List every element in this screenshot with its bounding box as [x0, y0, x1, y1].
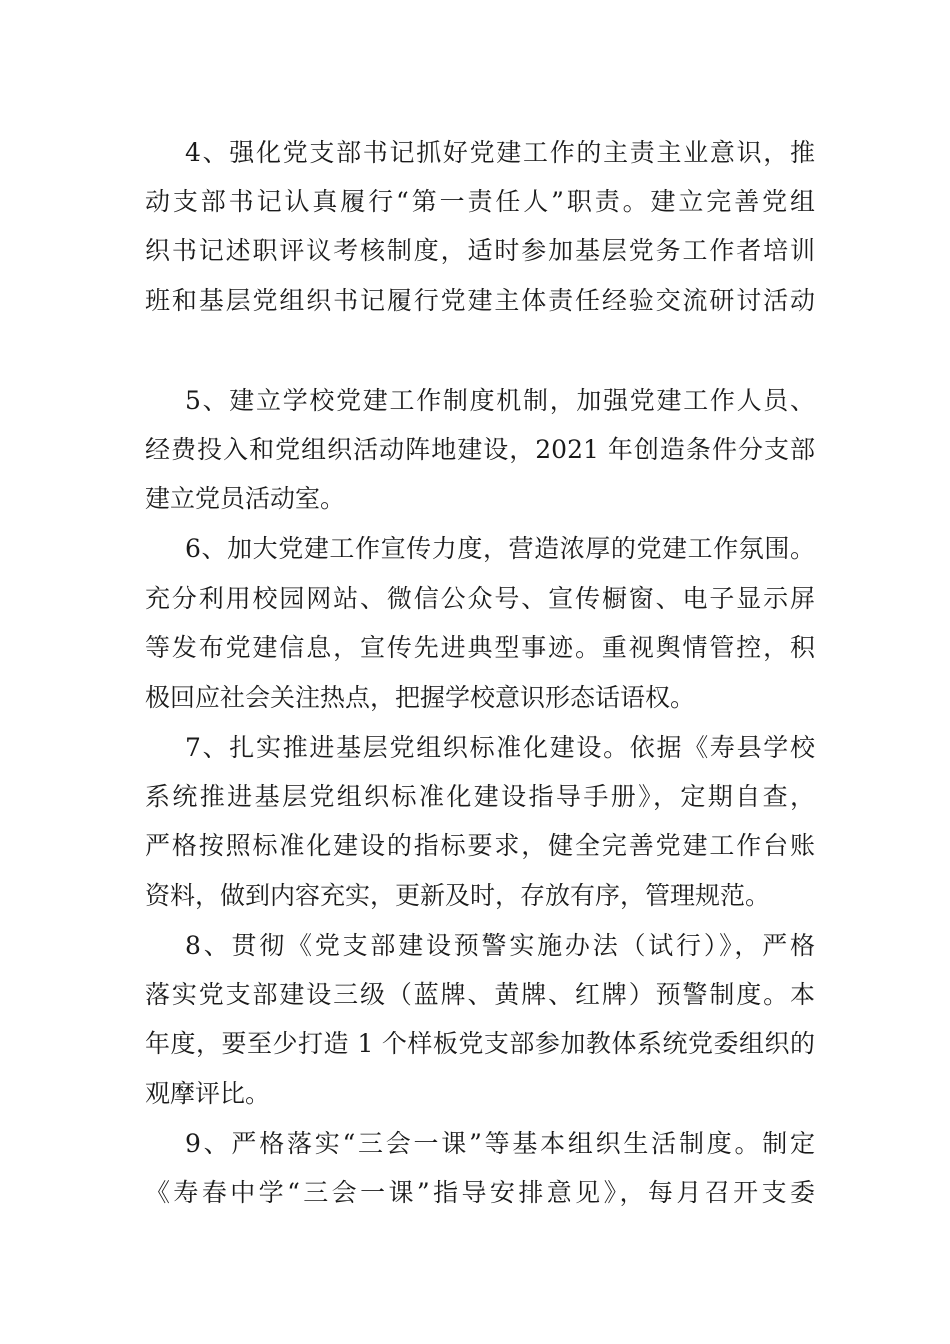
paragraph-4-line-4: 班和基层党组织书记履行党建主体责任经验交流研讨活动	[145, 286, 815, 315]
paragraph-9-line-2: 《寿春中学“三会一课”指导安排意见》，每月召开支委	[145, 1178, 815, 1207]
paragraph-8-line-2: 落实党支部建设三级（蓝牌、黄牌、红牌）预警制度。本	[145, 980, 815, 1009]
paragraph-7-line-1: 7、扎实推进基层党组织标准化建设。依据《寿县学校	[185, 733, 815, 762]
paragraph-6-line-2: 充分利用校园网站、微信公众号、宣传橱窗、电子显示屏	[145, 584, 815, 613]
paragraph-6-line-4: 极回应社会关注热点，把握学校意识形态话语权。	[145, 683, 696, 712]
paragraph-6-line-1: 6、加大党建工作宣传力度，营造浓厚的党建工作氛围。	[185, 534, 815, 563]
paragraph-8-line-1: 8、贯彻《党支部建设预警实施办法（试行）》，严格	[185, 931, 815, 960]
paragraph-4-line-3: 织书记述职评议考核制度，适时参加基层党务工作者培训	[145, 236, 815, 265]
paragraph-8-line-4: 观摩评比。	[145, 1079, 271, 1108]
paragraph-4-line-1: 4、强化党支部书记抓好党建工作的主责主业意识，推	[185, 138, 815, 167]
paragraph-7-line-2: 系统推进基层党组织标准化建设指导手册》，定期自查，	[145, 782, 815, 811]
paragraph-5-line-1: 5、建立学校党建工作制度机制，加强党建工作人员、	[185, 386, 815, 415]
paragraph-9-line-1: 9、严格落实“三会一课”等基本组织生活制度。制定	[185, 1129, 815, 1158]
paragraph-5-line-2: 经费投入和党组织活动阵地建设，2021 年创造条件分支部	[145, 435, 815, 464]
paragraph-5-line-3: 建立党员活动室。	[145, 484, 346, 513]
paragraph-7-line-4: 资料，做到内容充实，更新及时，存放有序，管理规范。	[145, 881, 771, 910]
paragraph-6-line-3: 等发布党建信息，宣传先进典型事迹。重视舆情管控，积	[145, 633, 815, 662]
paragraph-7-line-3: 严格按照标准化建设的指标要求，健全完善党建工作台账	[145, 831, 815, 860]
paragraph-4-line-2: 动支部书记认真履行“第一责任人”职责。建立完善党组	[145, 187, 815, 216]
paragraph-8-line-3: 年度，要至少打造 1 个样板党支部参加教体系统党委组织的	[145, 1029, 815, 1058]
